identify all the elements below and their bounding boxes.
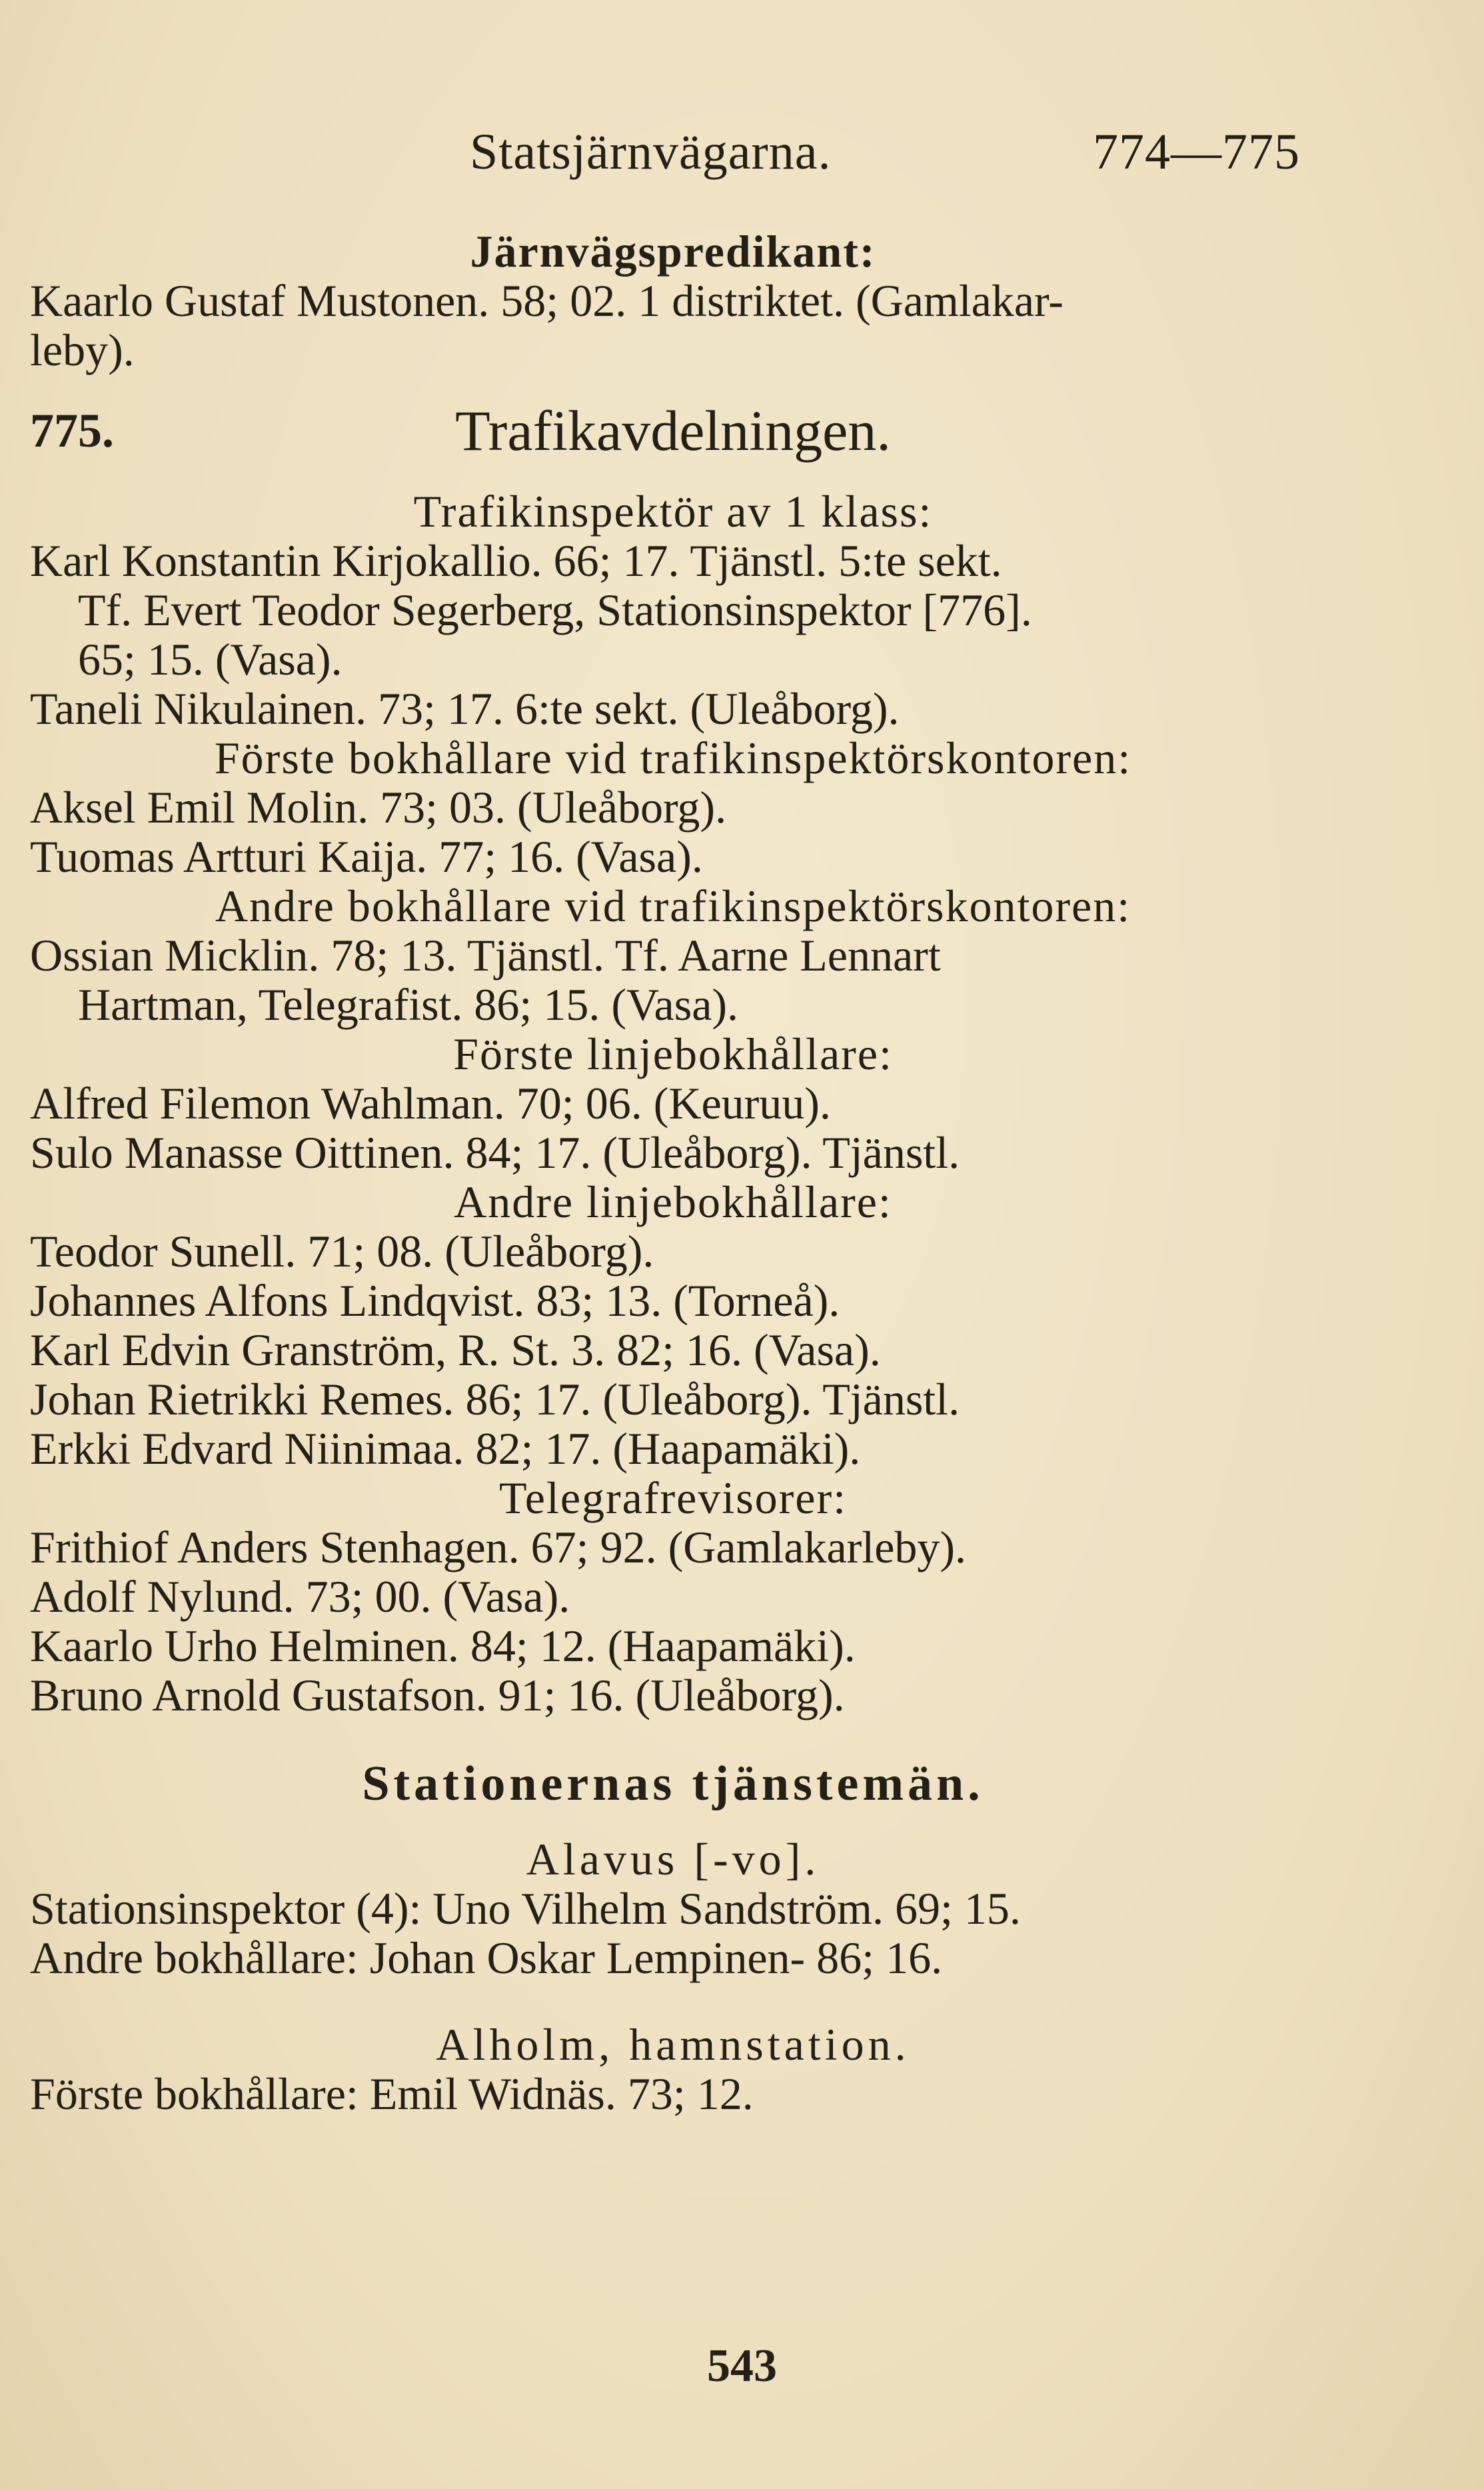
entry-line: Johan Rietrikki Remes. 86; 17. (Uleåborg). Tjänstl.	[30, 1374, 960, 1424]
subheading-forste-linjebokhallare: Förste linjebokhållare:	[453, 1029, 893, 1079]
section-title: Trafikavdelningen.	[455, 399, 891, 463]
entry-line: Taneli Nikulainen. 73; 17. 6:te sekt. (Uleåborg).	[30, 683, 900, 734]
subheading-andre-bokhallare: Andre bokhållare vid trafikinspektörskontoren:	[215, 881, 1131, 931]
entry-line: Kaarlo Urho Helminen. 84; 12. (Haapamäki).	[30, 1620, 856, 1671]
page-content	[30, 227, 1316, 2118]
entry-line: Teodor Sunell. 71; 08. (Uleåborg).	[30, 1226, 654, 1276]
entry-line: Johannes Alfons Lindqvist. 83; 13. (Torneå).	[30, 1275, 840, 1326]
entry-line: Adolf Nylund. 73; 00. (Vasa).	[30, 1571, 570, 1622]
entry-line: Tuomas Artturi Kaija. 77; 16. (Vasa).	[30, 831, 703, 882]
entry-line: Frithiof Anders Stenhagen. 67; 92. (Gamlakarleby).	[30, 1522, 967, 1572]
subheading-trafikinspektor: Trafikinspektör av 1 klass:	[413, 486, 933, 537]
entry-line: Andre bokhållare: Johan Oskar Lempinen- 86; 16.	[30, 1932, 943, 1983]
entry-line: Alfred Filemon Wahlman. 70; 06. (Keuruu).	[30, 1078, 831, 1129]
running-title: Statsjärnvägarna.	[470, 124, 832, 180]
subheading-telegrafrevisorer: Telegrafrevisorer:	[498, 1472, 848, 1523]
subheading-forste-bokhallare: Förste bokhållare vid trafikinspektörskontoren:	[214, 733, 1132, 783]
entry-line: Tf. Evert Teodor Segerberg, Stationsinspektor [776].	[78, 585, 1032, 635]
section-number: 775.	[30, 404, 114, 457]
entry-line: Erkki Edvard Niinimaa. 82; 17. (Haapamäki).	[30, 1423, 861, 1474]
entry-line: Kaarlo Gustaf Mustonen. 58; 02. 1 distriktet. (Gamlakar-	[30, 275, 1064, 326]
entry-line: leby).	[30, 325, 135, 375]
entry-line: Stationsinspektor (4): Uno Vilhelm Sandström. 69; 15.	[30, 1883, 1021, 1934]
station-name-alholm: Alholm, hamnstation.	[436, 2019, 910, 2070]
entry-line: 65; 15. (Vasa).	[78, 634, 343, 685]
page-number: 543	[707, 2340, 777, 2392]
entry-line: Ossian Micklin. 78; 13. Tjänstl. Tf. Aarne Lennart	[30, 930, 941, 981]
entry-line: Aksel Emil Molin. 73; 03. (Uleåborg).	[30, 782, 727, 833]
heading-jarnvagspredikant: Järnvägspredikant:	[470, 226, 876, 277]
subheading-andre-linjebokhallare: Andre linjebokhållare:	[454, 1177, 892, 1227]
page-range: 774—775	[1093, 124, 1300, 180]
entry-line: Bruno Arnold Gustafson. 91; 16. (Uleåborg).	[30, 1670, 845, 1720]
entry-line: Sulo Manasse Oittinen. 84; 17. (Uleåborg). Tjänstl.	[30, 1127, 960, 1178]
entry-line: Förste bokhållare: Emil Widnäs. 73; 12.	[30, 2068, 754, 2119]
entry-line: Hartman, Telegrafist. 86; 15. (Vasa).	[78, 979, 739, 1030]
running-header	[0, 123, 1484, 190]
heading-stationernas-tjanstemen: Stationernas tjänstemän.	[362, 1756, 984, 1811]
station-name-alavus: Alavus [-vo].	[526, 1834, 820, 1884]
section-775-heading	[30, 399, 1316, 463]
entry-line: Karl Konstantin Kirjokallio. 66; 17. Tjänstl. 5:te sekt.	[30, 535, 1002, 586]
entry-line: Karl Edvin Granström, R. St. 3. 82; 16. (Vasa).	[30, 1324, 881, 1375]
